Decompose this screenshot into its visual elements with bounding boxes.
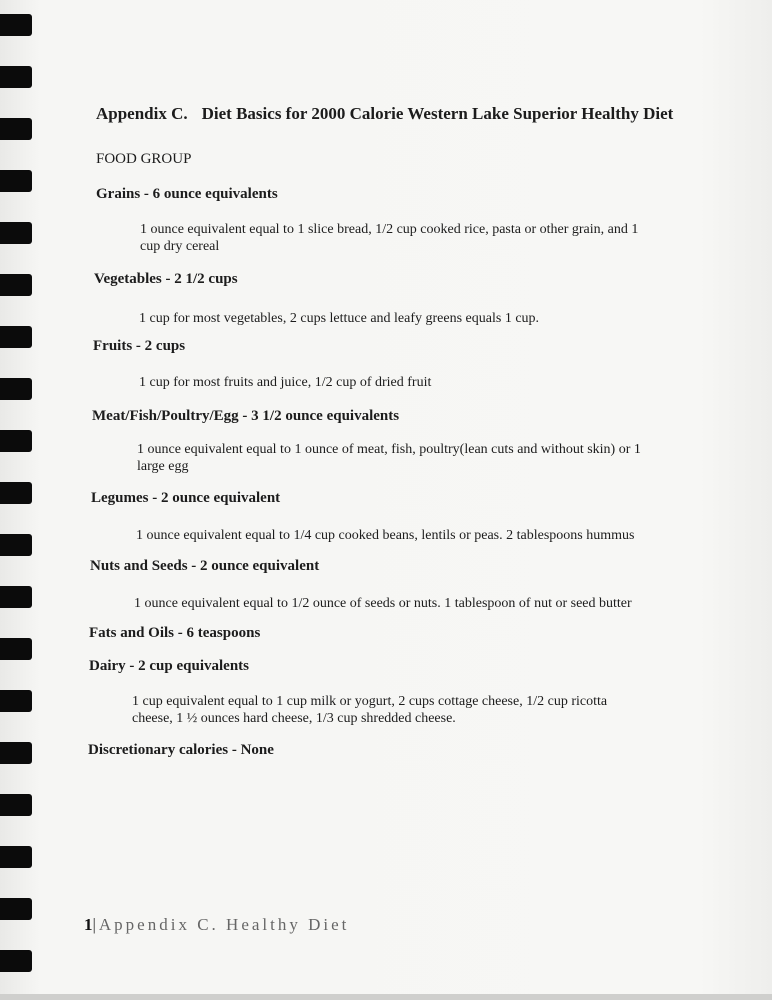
nuts-seeds-heading: Nuts and Seeds - 2 ounce equivalent xyxy=(90,558,320,574)
page-title xyxy=(96,104,736,124)
binding-hole xyxy=(0,170,32,192)
binding-hole xyxy=(0,742,32,764)
page-footer xyxy=(84,915,349,935)
binding-hole xyxy=(0,638,32,660)
binding-hole xyxy=(0,898,32,920)
title-label: Appendix C. xyxy=(96,104,188,123)
binding-hole xyxy=(0,326,32,348)
binding-hole xyxy=(0,118,32,140)
meat-description: 1 ounce equivalent equal to 1 ounce of meat, fish, poultry(lean cuts and without skin) or 1 large egg xyxy=(137,442,641,474)
binding-hole xyxy=(0,846,32,868)
spiral-binding xyxy=(0,0,34,1000)
binding-hole xyxy=(0,586,32,608)
fats-oils-heading: Fats and Oils - 6 teaspoons xyxy=(89,625,261,641)
binding-hole xyxy=(0,66,32,88)
binding-hole xyxy=(0,430,32,452)
binding-hole xyxy=(0,222,32,244)
dairy-heading: Dairy - 2 cup equivalents xyxy=(89,658,250,674)
binding-hole xyxy=(0,482,32,504)
binding-hole xyxy=(0,534,32,556)
footer-separator: | xyxy=(92,915,99,934)
grains-heading: Grains - 6 ounce equivalents xyxy=(96,186,278,202)
nuts-seeds-description: 1 ounce equivalent equal to 1/2 ounce of seeds or nuts. 1 tablespoon of nut or seed butter xyxy=(134,596,632,611)
page-bottom-edge xyxy=(0,994,772,1000)
grains-description: 1 ounce equivalent equal to 1 slice bread, 1/2 cup cooked rice, pasta or other grain, and 1 cup dry cereal xyxy=(140,222,639,254)
legumes-description: 1 ounce equivalent equal to 1/4 cup cooked beans, lentils or peas. 2 tablespoons hummus xyxy=(136,528,635,543)
vegetables-description: 1 cup for most vegetables, 2 cups lettuce and leafy greens equals 1 cup. xyxy=(139,311,540,326)
legumes-heading: Legumes - 2 ounce equivalent xyxy=(91,490,281,506)
food-group-header: FOOD GROUP xyxy=(96,151,192,167)
fruits-heading: Fruits - 2 cups xyxy=(93,338,186,354)
binding-hole xyxy=(0,950,32,972)
footer-page-number: 1 xyxy=(84,915,93,934)
footer-text: Appendix C. Healthy Diet xyxy=(98,915,350,934)
title-text: Diet Basics for 2000 Calorie Western Lake Superior Healthy Diet xyxy=(201,104,674,123)
binding-hole xyxy=(0,14,32,36)
binding-hole xyxy=(0,690,32,712)
fruits-description: 1 cup for most fruits and juice, 1/2 cup of dried fruit xyxy=(139,375,432,390)
binding-hole xyxy=(0,274,32,296)
discretionary-heading: Discretionary calories - None xyxy=(88,742,274,758)
vegetables-heading: Vegetables - 2 1/2 cups xyxy=(94,271,238,287)
binding-hole xyxy=(0,794,32,816)
meat-heading: Meat/Fish/Poultry/Egg - 3 1/2 ounce equivalents xyxy=(92,408,400,424)
binding-hole xyxy=(0,378,32,400)
dairy-description: 1 cup equivalent equal to 1 cup milk or yogurt, 2 cups cottage cheese, 1/2 cup ricotta cheese, 1 ½ ounces hard cheese, 1/3 cup shredded cheese. xyxy=(132,694,608,726)
